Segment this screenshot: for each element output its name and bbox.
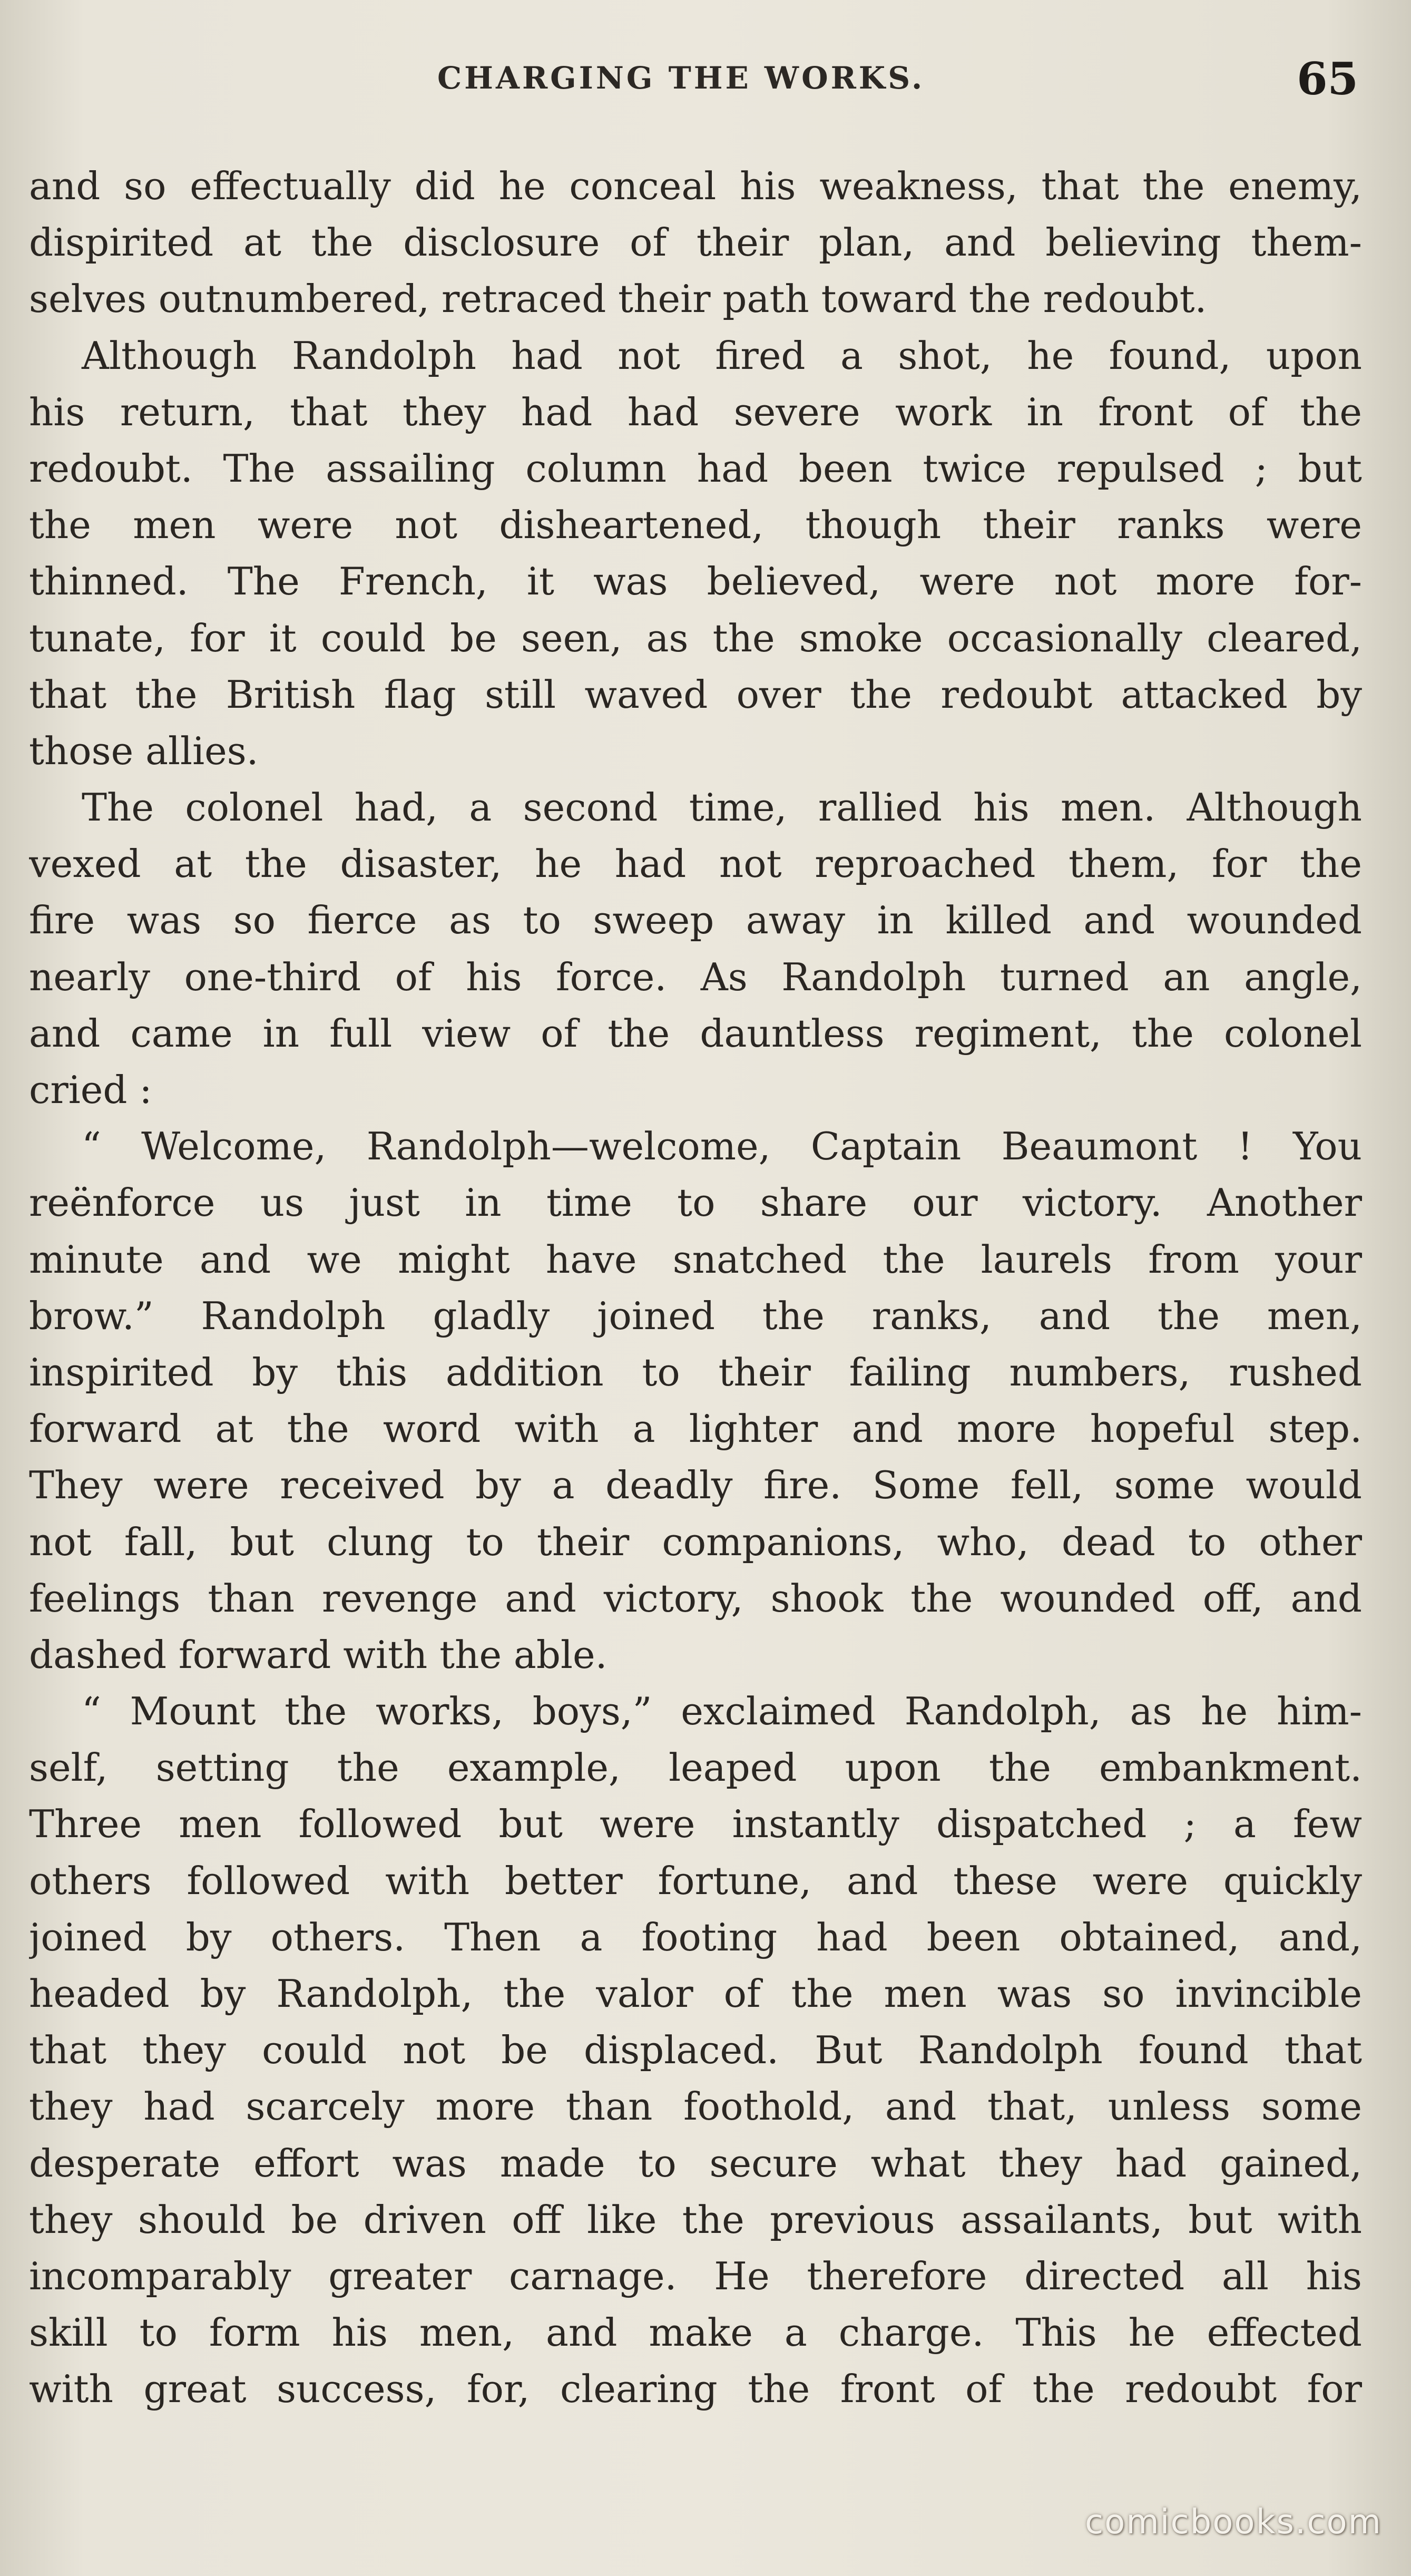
text-line: feelings than revenge and victory, shook the wounded off, and	[29, 1576, 1362, 1621]
text-line: inspirited by this addition to their failing numbers, rushed	[29, 1350, 1362, 1394]
text-line: the men were not disheartened, though their ranks were	[29, 503, 1362, 548]
text-line: incomparably greater carnage. He therefore directed all his	[29, 2253, 1362, 2298]
body-text	[29, 158, 1362, 2418]
text-line: they had scarcely more than foothold, and that, unless some	[29, 2084, 1362, 2129]
text-line: reënforce us just in time to share our victory. Another	[29, 1180, 1362, 1225]
text-line: headed by Randolph, the valor of the men was so invincible	[29, 1972, 1362, 2016]
text-line: dispirited at the disclosure of their plan, and believing them-	[29, 220, 1362, 265]
text-line: selves outnumbered, retraced their path toward the redoubt.	[29, 277, 1207, 321]
text-line: others followed with better fortune, and these were quickly	[29, 1858, 1362, 1903]
text-line: “ Mount the works, boys,” exclaimed Randolph, as he him-	[82, 1689, 1362, 1734]
text-line: thinned. The French, it was believed, were not more for-	[29, 559, 1362, 604]
text-line: forward at the word with a lighter and more hopeful step.	[29, 1407, 1362, 1451]
text-line: and came in full view of the dauntless regiment, the colonel	[29, 1011, 1362, 1056]
running-head	[0, 53, 1411, 111]
text-line: brow.” Randolph gladly joined the ranks, and the men,	[29, 1293, 1362, 1338]
text-line: “ Welcome, Randolph—welcome, Captain Beaumont ! You	[82, 1124, 1362, 1169]
text-line: The colonel had, a second time, rallied his men. Although	[82, 785, 1362, 830]
text-line: minute and we might have snatched the laurels from your	[29, 1237, 1362, 1282]
text-line: vexed at the disaster, he had not reproached them, for the	[29, 842, 1362, 886]
text-line: desperate effort was made to secure what they had gained,	[29, 2141, 1362, 2185]
running-title: CHARGING THE WORKS.	[437, 60, 925, 96]
text-line: nearly one-third of his force. As Randolph turned an angle,	[29, 954, 1362, 999]
text-line: tunate, for it could be seen, as the smoke occasionally cleared,	[29, 616, 1362, 660]
text-line: with great success, for, clearing the front of the redoubt for	[29, 2367, 1362, 2412]
text-line: cried :	[29, 1068, 152, 1112]
text-line: redoubt. The assailing column had been twice repulsed ; but	[29, 446, 1362, 491]
text-line: that the British flag still waved over the redoubt attacked by	[29, 672, 1362, 717]
text-line: fire was so fierce as to sweep away in killed and wounded	[29, 898, 1362, 943]
page-number: 65	[1297, 53, 1358, 105]
text-line: Although Randolph had not fired a shot, he found, upon	[82, 333, 1362, 378]
text-line: skill to form his men, and make a charge. This he effected	[29, 2310, 1362, 2355]
text-line: and so effectually did he conceal his weakness, that the enemy,	[29, 164, 1362, 208]
text-line: dashed forward with the able.	[29, 1632, 607, 1677]
text-line: They were received by a deadly fire. Some fell, some would	[29, 1463, 1362, 1508]
text-line: those allies.	[29, 728, 259, 773]
text-line: joined by others. Then a footing had been obtained, and,	[29, 1915, 1362, 1959]
text-line: not fall, but clung to their companions, who, dead to other	[29, 1519, 1362, 1564]
text-line: Three men followed but were instantly dispatched ; a few	[29, 1802, 1362, 1847]
text-line: self, setting the example, leaped upon the embankment.	[29, 1745, 1362, 1790]
text-line: that they could not be displaced. But Randolph found that	[29, 2028, 1362, 2073]
text-line: they should be driven off like the previous assailants, but with	[29, 2197, 1362, 2242]
watermark: comicbooks.com	[1084, 2503, 1382, 2542]
text-line: his return, that they had had severe work in front of the	[29, 389, 1362, 434]
